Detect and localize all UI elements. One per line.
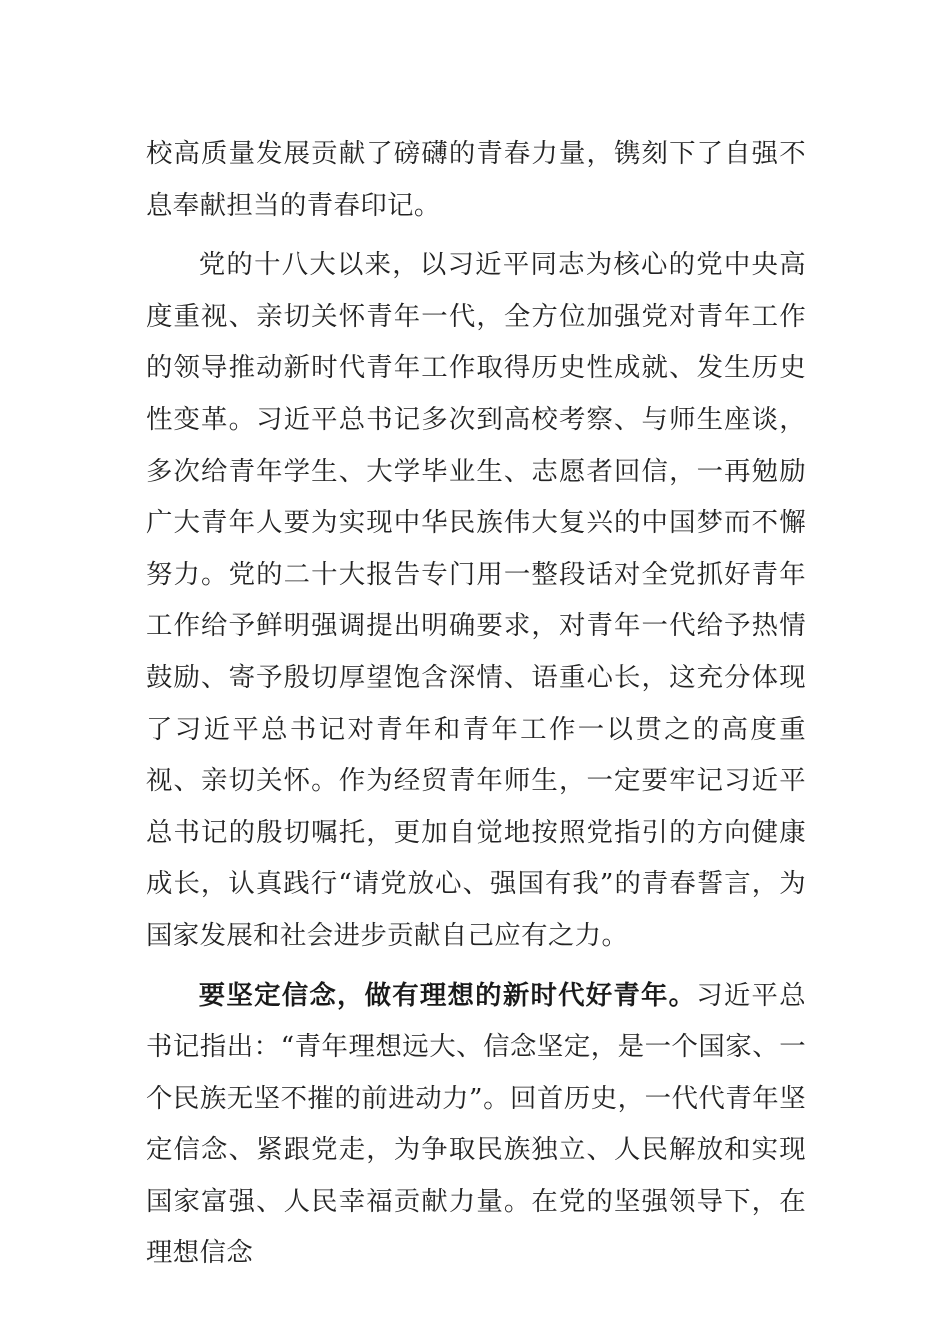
paragraph-body: 习近平总书记指出：“青年理想远大、信念坚定，是一个国家、一个民族无坚不摧的前进动力”。回首历史，一代代青年坚定信念、紧跟党走，为争取民族独立、人民解放和实现国家富强、人民幸福贡献力量。在党的坚强领导下，在理想信念	[146, 979, 806, 1269]
paragraph-party-youth-work: 党的十八大以来，以习近平同志为核心的党中央高度重视、亲切关怀青年一代，全方位加强党对青年工作的领导推动新时代青年工作取得历史性成就、发生历史性变革。习近平总书记多次到高校考察、与师生座谈，多次给青年学生、大学毕业生、志愿者回信，一再勉励广大青年人要为实现中华民族伟大复兴的中国梦而不懈努力。党的二十大报告专门用一整段话对全党抓好青年工作给予鲜明强调提出明确要求，对青年一代给予热情鼓励、寄予殷切厚望饱含深情、语重心长，这充分体现了习近平总书记对青年和青年工作一以贯之的高度重视、亲切关怀。作为经贸青年师生，一定要牢记习近平总书记的殷切嘱托，更加自觉地按照党指引的方向健康成长，认真践行“请党放心、强国有我”的青春誓言，为国家发展和社会进步贡献自己应有之力。	[146, 249, 806, 951]
paragraph-continuation: 校高质量发展贡献了磅礴的青春力量，镌刻下了自强不息奉献担当的青春印记。	[146, 138, 806, 221]
paragraph-heading-bold: 要坚定信念，做有理想的新时代好青年。	[198, 979, 697, 1011]
document-page	[146, 128, 806, 1287]
paragraph-firm-belief	[146, 970, 806, 1280]
